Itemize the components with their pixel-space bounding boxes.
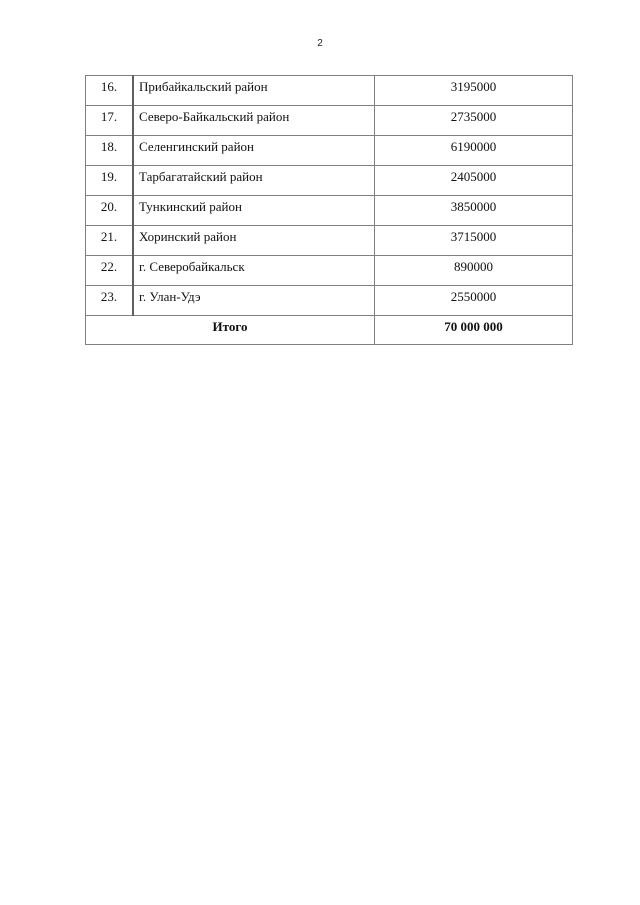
district-name: г. Северобайкальск [133,256,375,286]
amount-value: 6190000 [375,136,573,166]
row-number: 21. [86,226,134,256]
district-name: Селенгинский район [133,136,375,166]
table-row [86,76,573,106]
district-name: Прибайкальский район [133,76,375,106]
row-number: 17. [86,106,134,136]
district-name: Хоринский район [133,226,375,256]
amount-value: 2550000 [375,286,573,316]
table-row [86,136,573,166]
row-number: 18. [86,136,134,166]
table-row [86,196,573,226]
row-number: 22. [86,256,134,286]
total-amount: 70 000 000 [375,316,573,345]
total-label: Итого [86,316,375,345]
table-row [86,166,573,196]
district-name: Тарбагатайский район [133,166,375,196]
table-row [86,226,573,256]
row-number: 20. [86,196,134,226]
amount-value: 3850000 [375,196,573,226]
amount-value: 3195000 [375,76,573,106]
amount-value: 3715000 [375,226,573,256]
amount-value: 2405000 [375,166,573,196]
total-row [86,316,573,345]
district-name: г. Улан-Удэ [133,286,375,316]
row-number: 23. [86,286,134,316]
page-number: 2 [317,38,323,49]
table-row [86,256,573,286]
row-number: 19. [86,166,134,196]
allocation-table [85,75,573,345]
district-name: Северо-Байкальский район [133,106,375,136]
amount-value: 890000 [375,256,573,286]
district-name: Тункинский район [133,196,375,226]
table-row [86,106,573,136]
row-number: 16. [86,76,134,106]
amount-value: 2735000 [375,106,573,136]
table-row [86,286,573,316]
